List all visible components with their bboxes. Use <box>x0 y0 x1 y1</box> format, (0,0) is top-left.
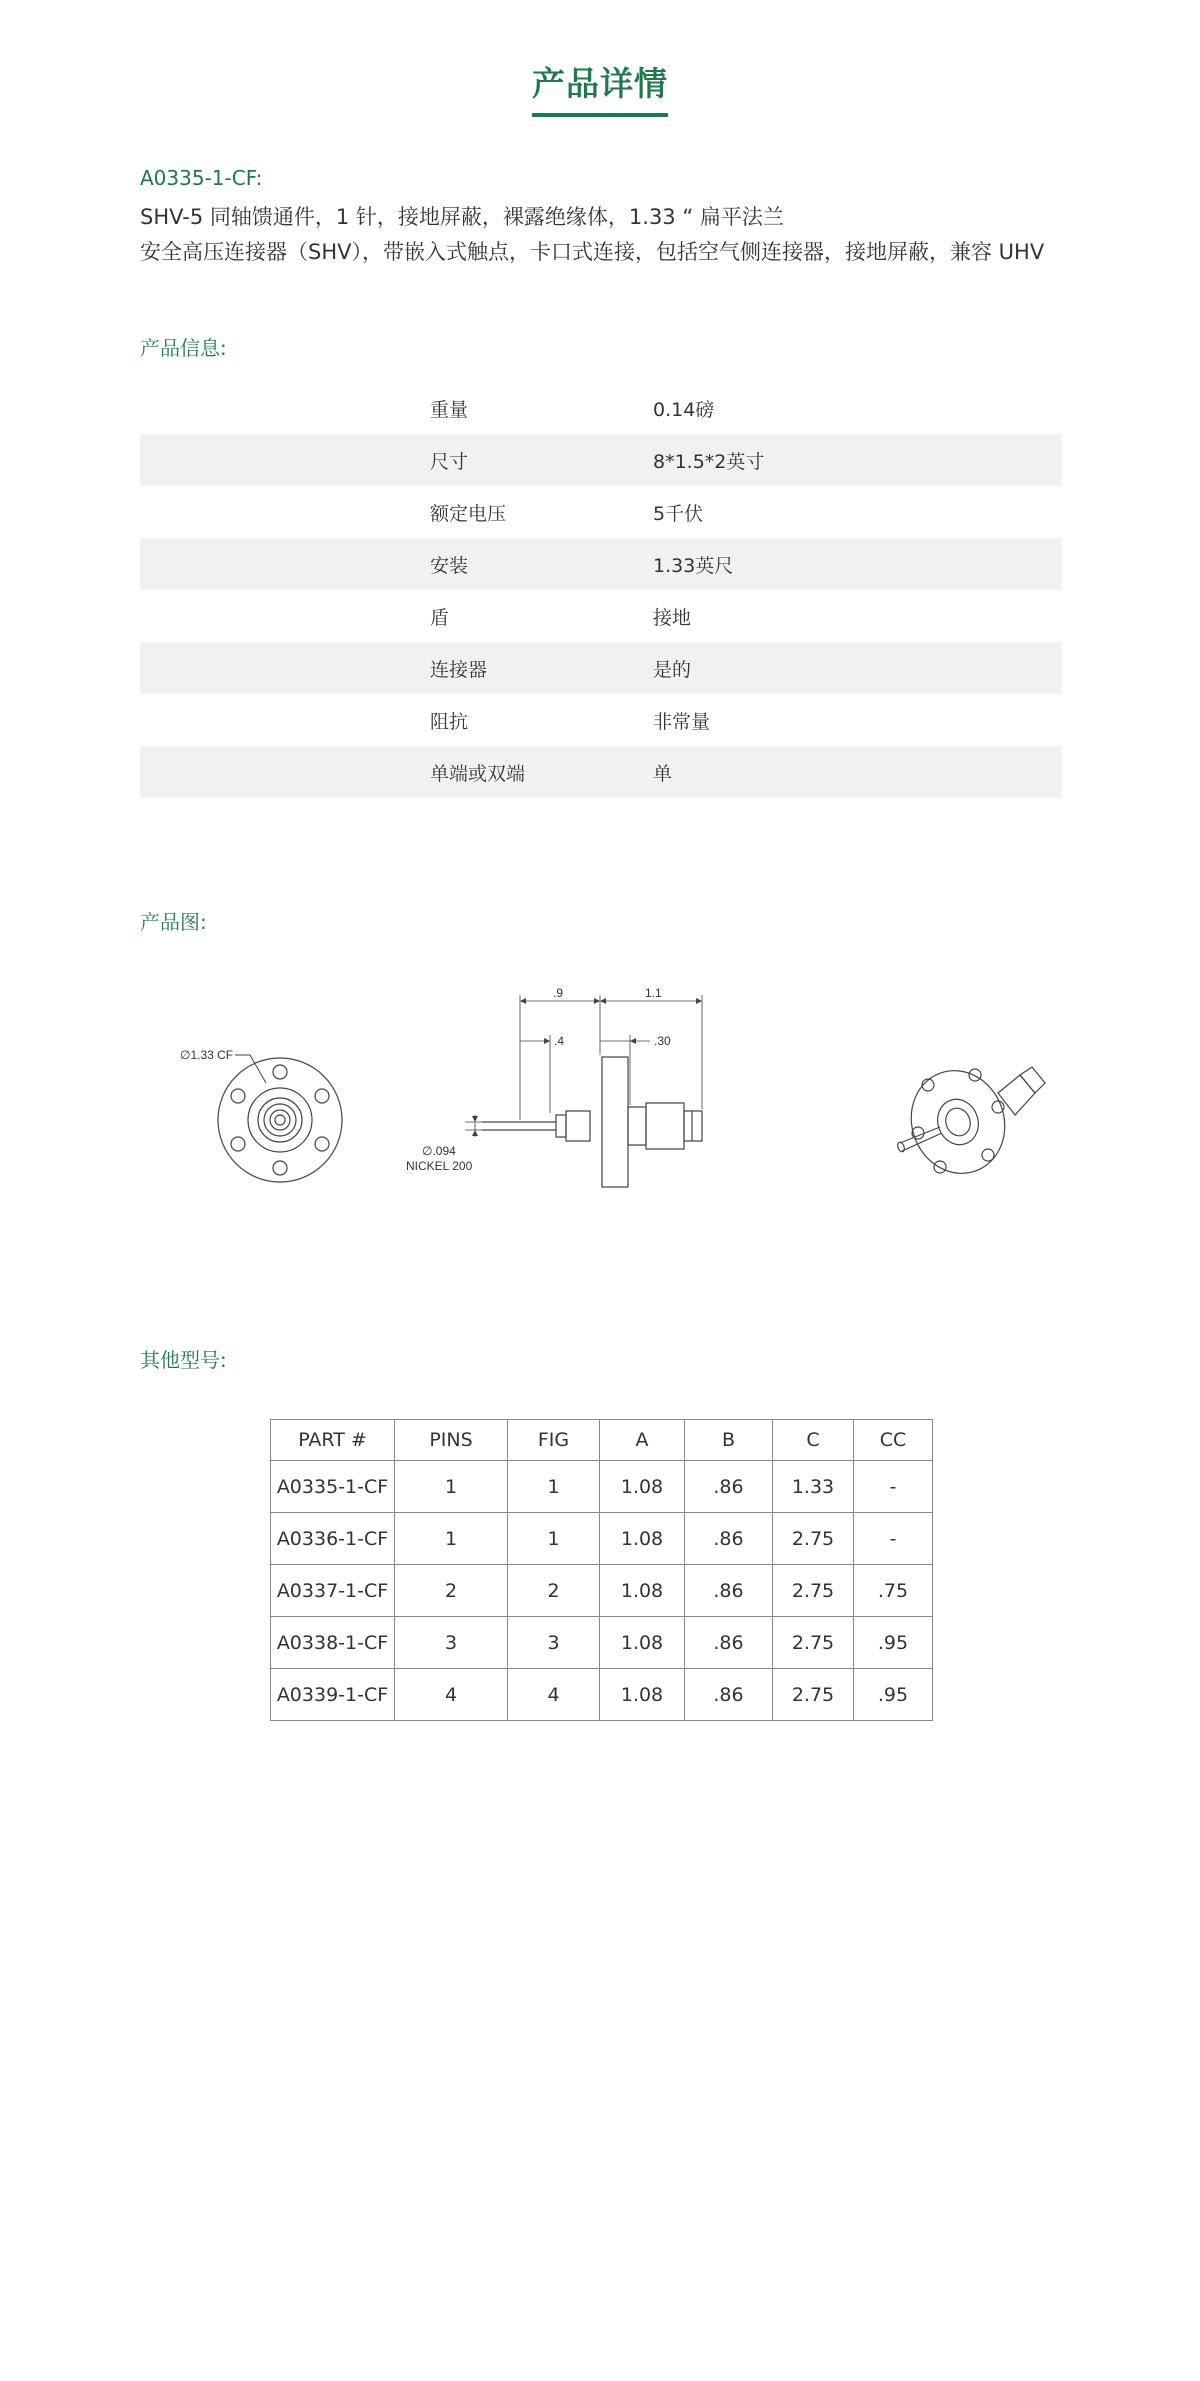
info-value: 单 <box>653 762 673 785</box>
isometric-view <box>896 1057 1045 1186</box>
info-value: 是的 <box>653 658 692 681</box>
info-value: 非常量 <box>653 710 711 733</box>
column-header: CC <box>854 1420 933 1461</box>
info-row <box>140 486 1062 538</box>
table-cell: A0339-1-CF <box>271 1669 395 1721</box>
table-row <box>271 1513 933 1565</box>
table-cell: .86 <box>685 1565 773 1617</box>
table-cell: 2.75 <box>773 1565 854 1617</box>
description-line-2: 安全高压连接器（SHV），带嵌入式触点，卡口式连接，包括空气侧连接器，接地屏蔽，兼容 UHV <box>140 240 1045 264</box>
table-cell: .86 <box>685 1461 773 1513</box>
table-row <box>271 1617 933 1669</box>
table-cell: A0335-1-CF <box>271 1461 395 1513</box>
table-cell: 2.75 <box>773 1513 854 1565</box>
table-cell: 1 <box>508 1461 600 1513</box>
info-value: 1.33英尺 <box>653 554 734 577</box>
flange-label: ∅1.33 CF <box>180 1048 234 1062</box>
info-value: 0.14磅 <box>653 398 715 421</box>
table-cell: 1.08 <box>600 1669 685 1721</box>
info-row <box>140 590 1062 642</box>
dim-label: .9 <box>553 986 564 1000</box>
column-header: A <box>600 1420 685 1461</box>
info-value: 5千伏 <box>653 502 704 525</box>
info-key: 单端或双端 <box>430 762 526 785</box>
table-cell: 1.08 <box>600 1513 685 1565</box>
info-heading: 产品信息: <box>140 336 227 360</box>
model-label: A0335-1-CF: <box>140 166 263 190</box>
table-cell: - <box>854 1461 933 1513</box>
info-row <box>140 382 1062 434</box>
table-cell: .86 <box>685 1669 773 1721</box>
info-value: 接地 <box>653 606 692 629</box>
description-line-1: SHV-5 同轴馈通件，1 针，接地屏蔽，裸露绝缘体，1.33 “ 扁平法兰 <box>140 205 784 229</box>
info-key: 阻抗 <box>430 710 469 733</box>
wire-material-label: NICKEL 200 <box>406 1159 473 1173</box>
table-cell: .95 <box>854 1617 933 1669</box>
table-cell: .75 <box>854 1565 933 1617</box>
page-title-wrap <box>0 58 1200 117</box>
info-key: 盾 <box>430 606 450 629</box>
table-cell: .95 <box>854 1669 933 1721</box>
info-key: 安装 <box>430 554 469 577</box>
info-table <box>140 382 1062 798</box>
table-header-row <box>271 1420 933 1461</box>
table-cell: 1.33 <box>773 1461 854 1513</box>
table-cell: A0338-1-CF <box>271 1617 395 1669</box>
dim-label: 1.1 <box>645 986 662 1000</box>
table-cell: 3 <box>395 1617 508 1669</box>
info-row <box>140 642 1062 694</box>
info-row <box>140 434 1062 486</box>
column-header: B <box>685 1420 773 1461</box>
table-cell: 4 <box>395 1669 508 1721</box>
table-cell: .86 <box>685 1513 773 1565</box>
table-cell: .86 <box>685 1617 773 1669</box>
models-heading: 其他型号: <box>140 1348 227 1372</box>
table-cell: 2 <box>395 1565 508 1617</box>
models-table <box>270 1419 933 1721</box>
table-cell: 2 <box>508 1565 600 1617</box>
table-row <box>271 1461 933 1513</box>
table-cell: 2.75 <box>773 1669 854 1721</box>
info-row <box>140 538 1062 590</box>
column-header: C <box>773 1420 854 1461</box>
wire-diameter-label: ∅.094 <box>422 1144 456 1158</box>
front-view <box>218 1058 342 1182</box>
table-cell: 1.08 <box>600 1565 685 1617</box>
table-row <box>271 1669 933 1721</box>
info-key: 连接器 <box>430 658 488 681</box>
table-cell: 4 <box>508 1669 600 1721</box>
table-cell: 1 <box>395 1461 508 1513</box>
table-row <box>271 1565 933 1617</box>
product-drawing <box>140 975 1060 1215</box>
table-cell: A0336-1-CF <box>271 1513 395 1565</box>
info-value: 8*1.5*2英寸 <box>653 450 765 473</box>
info-key: 重量 <box>430 398 469 421</box>
info-key: 额定电压 <box>430 502 507 525</box>
table-cell: 1 <box>508 1513 600 1565</box>
table-cell: 3 <box>508 1617 600 1669</box>
page-title: 产品详情 <box>532 58 668 117</box>
column-header: PINS <box>395 1420 508 1461</box>
dim-label: .30 <box>654 1034 671 1048</box>
table-cell: A0337-1-CF <box>271 1565 395 1617</box>
column-header: FIG <box>508 1420 600 1461</box>
column-header: PART # <box>271 1420 395 1461</box>
info-key: 尺寸 <box>430 450 469 473</box>
dim-label: .4 <box>554 1034 565 1048</box>
table-cell: 1.08 <box>600 1617 685 1669</box>
info-row <box>140 746 1062 798</box>
figure-heading: 产品图: <box>140 910 207 934</box>
side-view <box>465 995 702 1187</box>
info-row <box>140 694 1062 746</box>
table-cell: 2.75 <box>773 1617 854 1669</box>
table-cell: - <box>854 1513 933 1565</box>
table-cell: 1.08 <box>600 1461 685 1513</box>
table-cell: 1 <box>395 1513 508 1565</box>
